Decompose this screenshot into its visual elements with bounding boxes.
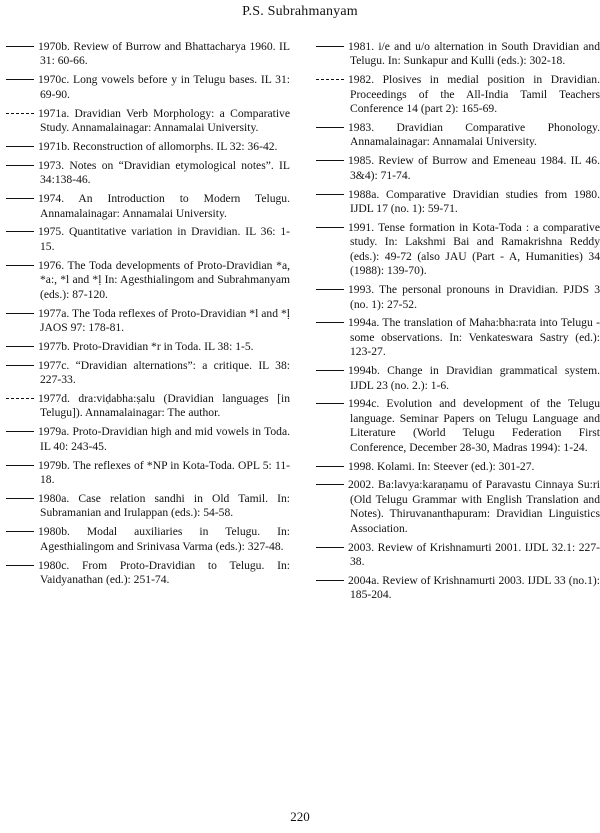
entry-text: 1977a. The Toda reflexes of Proto-Dravidian *l and *ḷ JAOS 97: 178-81. bbox=[38, 306, 290, 334]
bibliography-entry bbox=[316, 460, 600, 474]
bibliography-entry bbox=[316, 478, 600, 536]
bibliography-entry bbox=[6, 307, 290, 336]
bibliography-entry bbox=[6, 340, 290, 354]
author-repeat-dash bbox=[316, 466, 344, 467]
entry-text: 1994a. The translation of Maha:bha:rata into Telugu - some observations. In: Venkateswara Sastry (ed.): 123-27. bbox=[348, 316, 600, 359]
entry-text: 1988a. Comparative Dravidian studies from 1980. IJDL 17 (no. 1): 59-71. bbox=[348, 187, 600, 216]
bibliography-entry bbox=[6, 492, 290, 521]
author-repeat-dash bbox=[6, 198, 34, 199]
author-repeat-dash bbox=[6, 565, 34, 566]
author-repeat-dash bbox=[6, 231, 34, 232]
author-repeat-dash bbox=[316, 484, 344, 485]
entry-text: 1975. Quantitative variation in Dravidian. IL 36: 1-15. bbox=[38, 225, 290, 253]
entry-text: 1977d. dra:viḍabha:ṣalu (Dravidian languages [in Telugu]). Annamalainagar: The author. bbox=[38, 392, 290, 420]
bibliography-entry bbox=[6, 525, 290, 554]
entry-text: 1983. Dravidian Comparative Phonology. Annamalainagar: Annamalai University. bbox=[348, 121, 600, 149]
author-repeat-dash bbox=[316, 403, 344, 404]
entry-text: 1977b. Proto-Dravidian *r in Toda. IL 38: 1-5. bbox=[38, 339, 254, 353]
right-column bbox=[316, 40, 600, 607]
entry-text: 1971b. Reconstruction of allomorphs. IL 32: 36-42. bbox=[38, 139, 278, 153]
entry-text: 1994b. Change in Dravidian grammatical system. IJDL 23 (no. 2.): 1-6. bbox=[348, 364, 600, 392]
author-repeat-dash bbox=[6, 265, 34, 266]
author-repeat-dash bbox=[316, 194, 344, 195]
bibliography-entry bbox=[6, 225, 290, 254]
entry-text: 1979b. The reflexes of *NP in Kota-Toda. OPL 5: 11-18. bbox=[38, 458, 290, 487]
entry-text: 1991. Tense formation in Kota-Toda : a comparative study. In: Lakshmi Bai and Ramakrishna Reddy (eds.): 49-72 (also JAU (Part - A, Humanities) 34 (1988): 139-70). bbox=[348, 220, 600, 278]
author-repeat-dash bbox=[316, 160, 344, 161]
entry-text: 1982. Plosives in medial position in Dravidian. Proceedings of the All-India Tamil Teachers Conference 14 (part 2): 165-69. bbox=[348, 73, 600, 116]
bibliography-entry bbox=[316, 574, 600, 603]
bibliography-entry bbox=[316, 316, 600, 359]
entry-text: 1977c. “Dravidian alternations”: a critique. IL 38: 227-33. bbox=[38, 358, 290, 387]
bibliography-entry bbox=[6, 359, 290, 388]
entry-text: 1980c. From Proto-Dravidian to Telugu. In: Vaidyanathan (ed.): 251-74. bbox=[38, 558, 290, 586]
entry-text: 1998. Kolami. In: Steever (ed.): 301-27. bbox=[348, 459, 535, 473]
author-repeat-dash bbox=[316, 547, 344, 548]
bibliography-entry bbox=[316, 121, 600, 150]
bibliography-entry bbox=[6, 73, 290, 102]
entry-text: 1994c. Evolution and development of the Telugu language. Seminar Papers on Telugu Language and Literature (World Telugu Federation First Conference, December 28-30, Madras 1994): 1-24. bbox=[348, 397, 600, 454]
author-repeat-dash bbox=[6, 79, 34, 80]
entry-text: 1993. The personal pronouns in Dravidian. PJDS 3 (no. 1): 27-52. bbox=[348, 283, 600, 311]
author-repeat-dash bbox=[316, 79, 344, 80]
author-repeat-dash bbox=[316, 227, 344, 228]
bibliography-entry bbox=[6, 425, 290, 454]
bibliography-entry bbox=[6, 459, 290, 488]
author-repeat-dash bbox=[6, 146, 34, 147]
entry-text: 1976. The Toda developments of Proto-Dravidian *a, *a:, *l and *ḷ In: Agesthialingom and Subrahmanyam (eds.): 87-120. bbox=[38, 258, 290, 301]
author-repeat-dash bbox=[6, 498, 34, 499]
bibliography-entry bbox=[316, 397, 600, 455]
left-column bbox=[6, 40, 290, 592]
bibliography-entry bbox=[6, 192, 290, 221]
author-repeat-dash bbox=[6, 113, 34, 114]
bibliography-entry bbox=[316, 221, 600, 279]
author-repeat-dash bbox=[6, 431, 34, 432]
author-repeat-dash bbox=[316, 46, 344, 47]
bibliography-entry bbox=[316, 40, 600, 69]
page-number: 220 bbox=[290, 809, 310, 824]
entry-text: 1974. An Introduction to Modern Telugu. Annamalainagar: Annamalai University. bbox=[38, 192, 290, 220]
entry-text: 1973. Notes on “Dravidian etymological notes”. IL 34:138-46. bbox=[38, 158, 290, 187]
author-repeat-dash bbox=[6, 465, 34, 466]
entry-text: 1979a. Proto-Dravidian high and mid vowels in Toda. IL 40: 243-45. bbox=[38, 425, 290, 453]
author-repeat-dash bbox=[316, 580, 344, 581]
bibliography-entry bbox=[316, 364, 600, 393]
entry-text: 1985. Review of Burrow and Emeneau 1984. IL 46. 3&4): 71-74. bbox=[348, 154, 600, 182]
bibliography-entry bbox=[316, 283, 600, 312]
bibliography-entry bbox=[6, 159, 290, 188]
bibliography-entry bbox=[316, 154, 600, 183]
author-repeat-dash bbox=[6, 365, 34, 366]
entry-text: 1981. i/e and u/o alternation in South Dravidian and Telugu. In: Sunkapur and Kulli (eds.): 302-18. bbox=[348, 40, 600, 68]
author-repeat-dash bbox=[316, 322, 344, 323]
bibliography-entry bbox=[316, 73, 600, 116]
bibliography-entry bbox=[6, 107, 290, 136]
author-repeat-dash bbox=[316, 370, 344, 371]
author-repeat-dash bbox=[6, 46, 34, 47]
entry-text: 2004a. Review of Krishnamurti 2003. IJDL 33 (no.1): 185-204. bbox=[348, 573, 600, 602]
bibliography-entry bbox=[6, 259, 290, 302]
running-header: P.S. Subrahmanyam bbox=[242, 4, 358, 19]
author-repeat-dash bbox=[6, 346, 34, 347]
entry-text: 1970b. Review of Burrow and Bhattacharya 1960. IL 31: 60-66. bbox=[38, 40, 290, 68]
entry-text: 2003. Review of Krishnamurti 2001. IJDL 32.1: 227-38. bbox=[348, 540, 600, 568]
bibliography-entry bbox=[316, 541, 600, 570]
bibliography-entry bbox=[6, 40, 290, 69]
author-repeat-dash bbox=[316, 127, 344, 128]
author-repeat-dash bbox=[316, 289, 344, 290]
entry-text: 2002. Ba:lavya:karaṇamu of Paravastu Cinnaya Su:ri (Old Telugu Grammar with English Translation and Notes). Thiruvananthapuram: Dravidian Linguistics Association. bbox=[348, 478, 600, 535]
entry-text: 1971a. Dravidian Verb Morphology: a Comparative Study. Annamalainagar: Annamalai University. bbox=[38, 106, 290, 135]
author-repeat-dash bbox=[6, 398, 34, 399]
entry-text: 1980a. Case relation sandhi in Old Tamil. In: Subramanian and Irulappan (eds.): 54-58. bbox=[38, 491, 290, 520]
bibliography-entry bbox=[6, 392, 290, 421]
entry-text: 1980b. Modal auxiliaries in Telugu. In: Agesthialingom and Srinivasa Varma (eds.): 327-48. bbox=[38, 525, 290, 553]
author-repeat-dash bbox=[6, 165, 34, 166]
author-repeat-dash bbox=[6, 313, 34, 314]
bibliography-entry bbox=[6, 559, 290, 588]
entry-text: 1970c. Long vowels before y in Telugu bases. IL 31: 69-90. bbox=[38, 73, 290, 101]
author-repeat-dash bbox=[6, 531, 34, 532]
bibliography-entry bbox=[6, 140, 290, 154]
bibliography-entry bbox=[316, 188, 600, 217]
